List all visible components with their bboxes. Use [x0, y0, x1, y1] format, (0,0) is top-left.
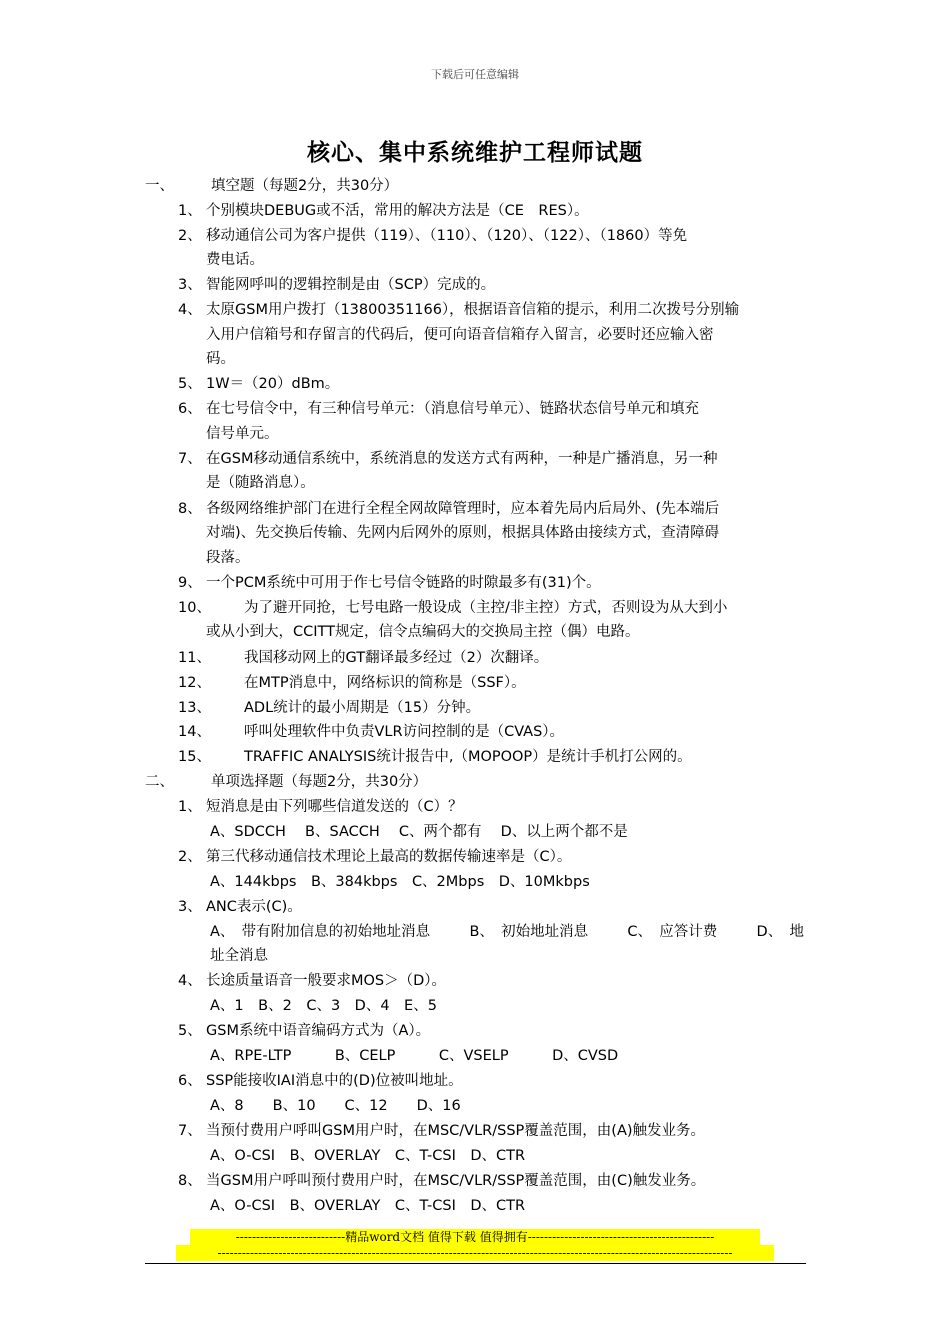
question-fill-10: 10、 为了避开同抢，七号电路一般设成（主控/非主控）方式，否则设为从大到小 — [178, 600, 728, 616]
option-c: C、 应答计费 — [627, 924, 718, 940]
choice-options — [210, 921, 804, 943]
question-fill-4-cont: 入用户信箱号和存留言的代码后，便可向语音信箱存入留言，必要时还应输入密 — [206, 327, 714, 343]
choice-options: A、O-CSI B、OVERLAY C、T-CSI D、CTR — [210, 1198, 526, 1214]
footer-rule — [145, 1263, 806, 1264]
question-choice-5: 5、 GSM系统中语音编码方式为（A）。 — [178, 1023, 431, 1039]
question-fill-10-cont: 或从小到大，CCITT规定，信令点编码大的交换局主控（偶）电路。 — [206, 624, 640, 640]
question-choice-8: 8、 当GSM用户呼叫预付费用户时，在MSC/VLR/SSP覆盖范围，由(C)触发业务。 — [178, 1173, 706, 1189]
question-fill-6-cont: 信号单元。 — [206, 426, 279, 442]
option-a: A、 带有附加信息的初始地址消息 — [210, 924, 431, 940]
question-choice-4: 4、 长途质量语音一般要求MOS＞（D）。 — [178, 973, 447, 989]
question-choice-6: 6、 SSP能接收IAI消息中的(D)位被叫地址。 — [178, 1073, 463, 1089]
question-fill-15: 15、 TRAFFIC ANALYSIS统计报告中,（MOPOOP）是统计手机打公网的。 — [178, 749, 692, 765]
question-fill-7: 7、 在GSM移动通信系统中，系统消息的发送方式有两种，一种是广播消息，另一种 — [178, 451, 718, 467]
question-fill-13: 13、 ADL统计的最小周期是（15）分钟。 — [178, 700, 481, 716]
footer-dashes: ------------------------------------------------------------------------------------------------------------------------------- — [176, 1245, 774, 1261]
section-heading: 一、 填空题（每题2分，共30分） — [145, 178, 399, 194]
question-choice-1: 1、 短消息是由下列哪些信道发送的（C）？ — [178, 799, 463, 815]
question-fill-8-cont: 段落。 — [206, 550, 250, 566]
footer-banner: ---------------------------精品word文档 值得下载 值得拥有---------------------------------------------- — [190, 1229, 760, 1245]
choice-options: A、144kbps B、384kbps C、2Mbps D、10Mkbps — [210, 874, 590, 890]
question-fill-1: 1、 个别模块DEBUG或不活，常用的解决方法是（CE RES）。 — [178, 203, 589, 219]
question-fill-8: 8、 各级网络维护部门在进行全程全网故障管理时，应本着先局内后局外、(先本端后 — [178, 501, 720, 517]
question-choice-2: 2、 第三代移动通信技术理论上最高的数据传输速率是（C）。 — [178, 849, 572, 865]
question-choice-7: 7、 当预付费用户呼叫GSM用户时，在MSC/VLR/SSP覆盖范围，由(A)触发业务。 — [178, 1123, 706, 1139]
question-fill-14: 14、 呼叫处理软件中负责VLR访问控制的是（CVAS）。 — [178, 724, 565, 740]
question-fill-2: 2、 移动通信公司为客户提供（119）、（110）、（120）、（122）、（1860）等免 — [178, 228, 688, 244]
question-fill-4-cont: 码。 — [206, 351, 235, 367]
question-fill-6: 6、 在七号信令中，有三种信号单元：（消息信号单元）、链路状态信号单元和填充 — [178, 401, 699, 417]
question-fill-7-cont: 是（随路消息）。 — [206, 475, 315, 491]
question-fill-5: 5、 1W＝（20）dBm。 — [178, 376, 340, 392]
choice-options: A、1 B、2 C、3 D、4 E、5 — [210, 998, 437, 1014]
section-heading: 二、 单项选择题（每题2分，共30分） — [145, 774, 428, 790]
choice-options: A、O-CSI B、OVERLAY C、T-CSI D、CTR — [210, 1148, 526, 1164]
choice-options: A、RPE-LTP B、CELP C、VSELP D、CVSD — [210, 1048, 619, 1064]
question-choice-3: 3、 ANC表示(C)。 — [178, 899, 302, 915]
question-fill-3: 3、 智能网呼叫的逻辑控制是由（SCP）完成的。 — [178, 277, 496, 293]
page-title: 核心、集中系统维护工程师试题 — [307, 140, 643, 166]
question-fill-2-cont: 费电话。 — [206, 252, 264, 268]
question-fill-8-cont: 对端)、先交换后传输、先网内后网外的原则，根据具体路由接续方式，查清障碍 — [206, 525, 720, 541]
choice-options-cont: 址全消息 — [210, 948, 268, 964]
option-b: B、 初始地址消息 — [469, 924, 589, 940]
question-fill-9: 9、 一个PCM系统中可用于作七号信令链路的时隙最多有(31)个。 — [178, 575, 601, 591]
question-fill-4: 4、 太原GSM用户拨打（13800351166），根据语音信箱的提示，利用二次拨号分别输 — [178, 302, 740, 318]
choice-options: A、SDCCH B、SACCH C、两个都有 D、以上两个都不是 — [210, 824, 628, 840]
choice-options: A、8 B、10 C、12 D、16 — [210, 1098, 461, 1114]
option-d: D、 地 — [756, 924, 804, 940]
question-fill-12: 12、 在MTP消息中，网络标识的简称是（SSF）。 — [178, 675, 526, 691]
question-fill-11: 11、 我国移动网上的GT翻译最多经过（2）次翻译。 — [178, 650, 549, 666]
page-header: 下载后可任意编辑 — [431, 68, 519, 81]
